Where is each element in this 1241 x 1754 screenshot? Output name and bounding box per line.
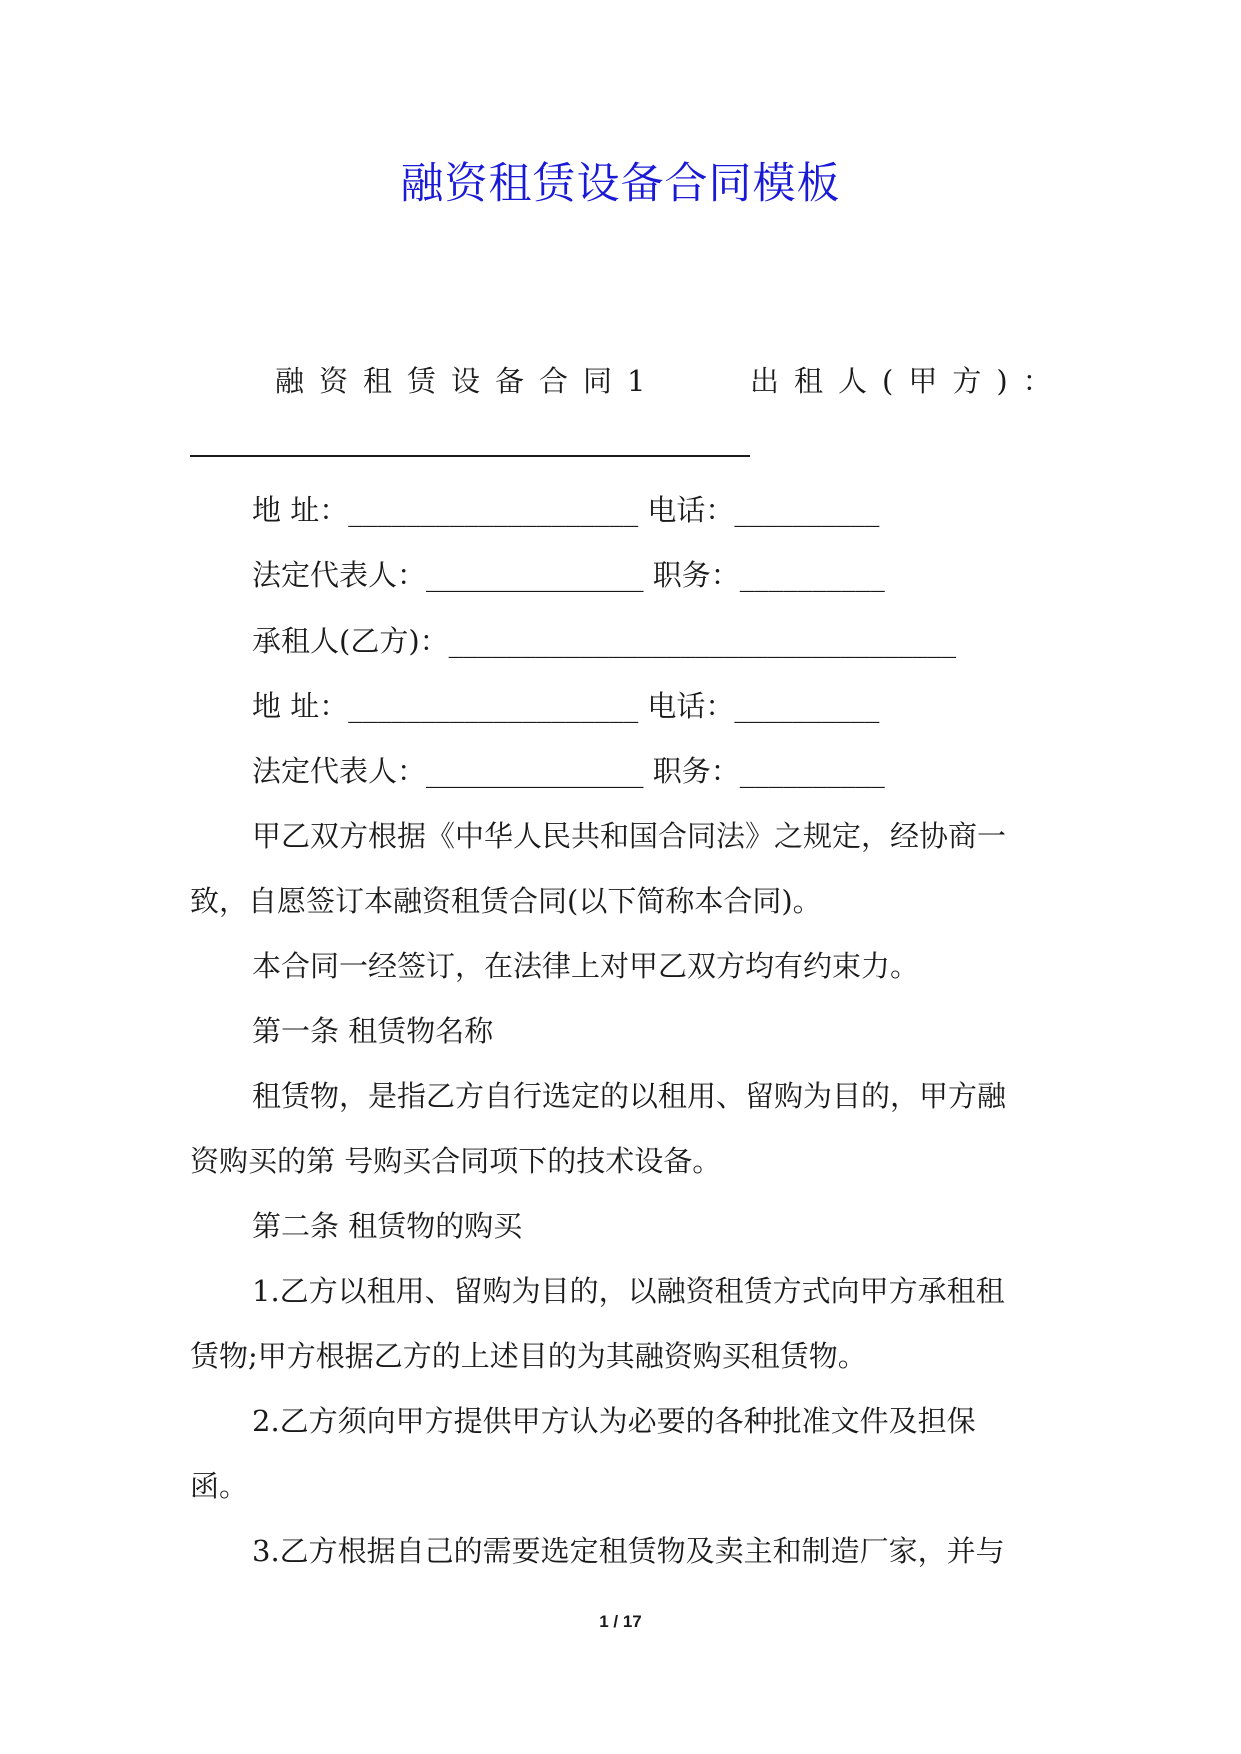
page-number: 1 / 17 — [599, 1612, 642, 1631]
paragraph-line: 租赁物，是指乙方自行选定的以租用、留购为目的，甲方融 — [252, 1079, 1007, 1113]
lessor-address-line: 地 址：____________________ 电话：__________ — [252, 493, 880, 527]
paragraph-line: 致，自愿签订本融资租赁合同(以下简称本合同)。 — [190, 884, 822, 918]
paragraph-line: 赁物;甲方根据乙方的上述目的为其融资购买租赁物。 — [190, 1339, 867, 1373]
lessee-representative-line: 法定代表人：_______________ 职务：__________ — [252, 754, 885, 788]
paragraph-line: 3.乙方根据自己的需要选定租赁物及卖主和制造厂家，并与 — [252, 1534, 1005, 1568]
lessor-name-blank — [190, 455, 750, 457]
lessee-line: 承租人(乙方)：___________________________________ — [252, 624, 957, 658]
paragraph-line: 1.乙方以租用、留购为目的，以融资租赁方式向甲方承租租 — [252, 1274, 1005, 1308]
lessor-label: 出租人(甲方)： — [750, 364, 1067, 398]
article-heading: 第一条 租赁物名称 — [252, 1014, 494, 1048]
article-heading: 第二条 租赁物的购买 — [252, 1209, 523, 1243]
paragraph-line: 本合同一经签订，在法律上对甲乙双方均有约束力。 — [252, 949, 920, 983]
paragraph-line: 甲乙双方根据《中华人民共和国合同法》之规定，经协商一 — [252, 819, 1007, 853]
lessor-representative-line: 法定代表人：_______________ 职务：__________ — [252, 558, 885, 592]
lessee-address-line: 地 址：____________________ 电话：__________ — [252, 689, 880, 723]
document-title: 融资租赁设备合同模板 — [400, 159, 841, 209]
paragraph-line: 函。 — [190, 1469, 249, 1503]
paragraph-line: 资购买的第 号购买合同项下的技术设备。 — [190, 1144, 722, 1178]
paragraph-line: 2.乙方须向甲方提供甲方认为必要的各种批准文件及担保 — [252, 1404, 976, 1438]
contract-heading: 融资租赁设备合同1 — [275, 364, 661, 398]
